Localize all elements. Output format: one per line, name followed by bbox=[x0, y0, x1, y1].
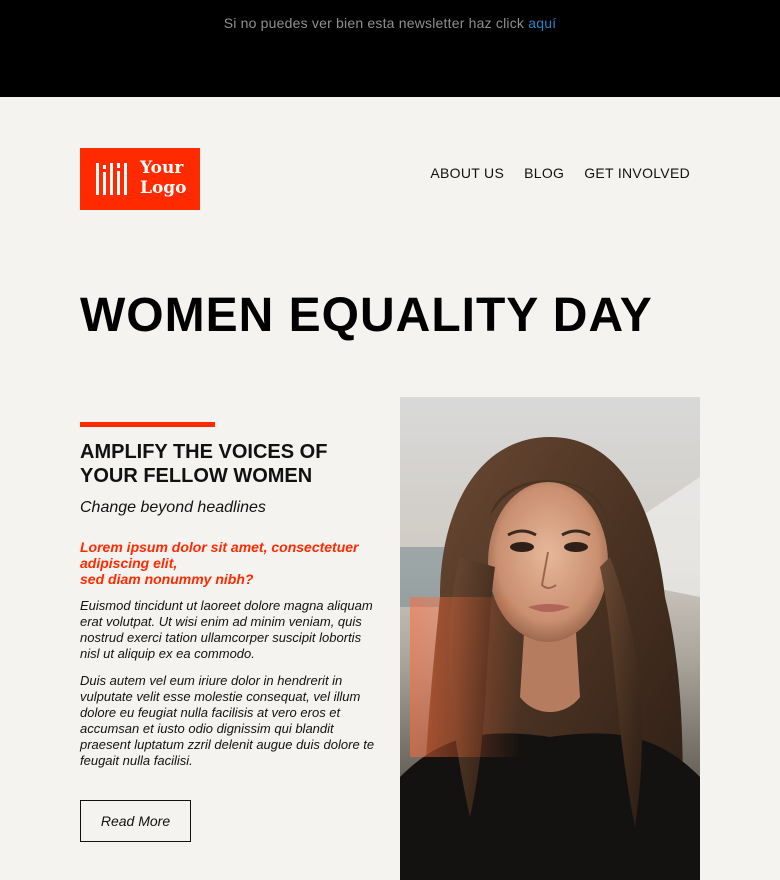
main-nav bbox=[430, 165, 690, 181]
preheader-link[interactable]: aquí bbox=[528, 15, 557, 31]
logo-line-2: Logo bbox=[140, 178, 187, 198]
lead-line-2: sed diam nonummy nibh? bbox=[80, 571, 254, 587]
page-title: WOMEN EQUALITY DAY bbox=[80, 289, 653, 342]
logo-line-1: Your bbox=[140, 158, 184, 178]
logo-mark-icon bbox=[94, 159, 134, 199]
nav-about-us[interactable]: ABOUT US bbox=[430, 165, 505, 181]
nav-get-involved[interactable]: GET INVOLVED bbox=[584, 165, 690, 181]
article-paragraph-2: Duis autem vel eum iriure dolor in hendrerit in vulputate velit esse molestie consequat, vel illum dolore eu feugiat nulla facilisis at vero eros et accumsan et iusto odio dignissim qui blandit praesent luptatum zzril delenit augue duis dolore te feugait nulla facilisi. bbox=[80, 673, 375, 768]
brand-logo[interactable] bbox=[80, 148, 200, 210]
article-heading: AMPLIFY THE VOICES OF YOUR FELLOW WOMEN bbox=[80, 441, 328, 487]
preheader-bar bbox=[0, 0, 780, 97]
article-subheading: Change beyond headlines bbox=[80, 499, 266, 516]
preheader-text: Si no puedes ver bien esta newsletter haz click bbox=[223, 15, 529, 31]
read-more-button[interactable]: Read More bbox=[80, 800, 191, 842]
nav-blog[interactable]: BLOG bbox=[524, 165, 565, 181]
portrait-illustration bbox=[400, 397, 700, 880]
lead-line-1: Lorem ipsum dolor sit amet, consectetuer adipiscing elit, bbox=[80, 539, 359, 571]
preheader-message bbox=[0, 15, 780, 31]
woman-portrait-image bbox=[400, 397, 700, 880]
article-paragraph-1: Euismod tincidunt ut laoreet dolore magna aliquam erat volutpat. Ut wisi enim ad minim veniam, quis nostrud exerci tation ullamcorper suscipit lobortis nisl ut aliquip ex ea commodo. bbox=[80, 598, 373, 661]
logo-wordmark bbox=[140, 158, 187, 198]
article-lead bbox=[80, 539, 380, 587]
accent-divider bbox=[80, 422, 215, 427]
